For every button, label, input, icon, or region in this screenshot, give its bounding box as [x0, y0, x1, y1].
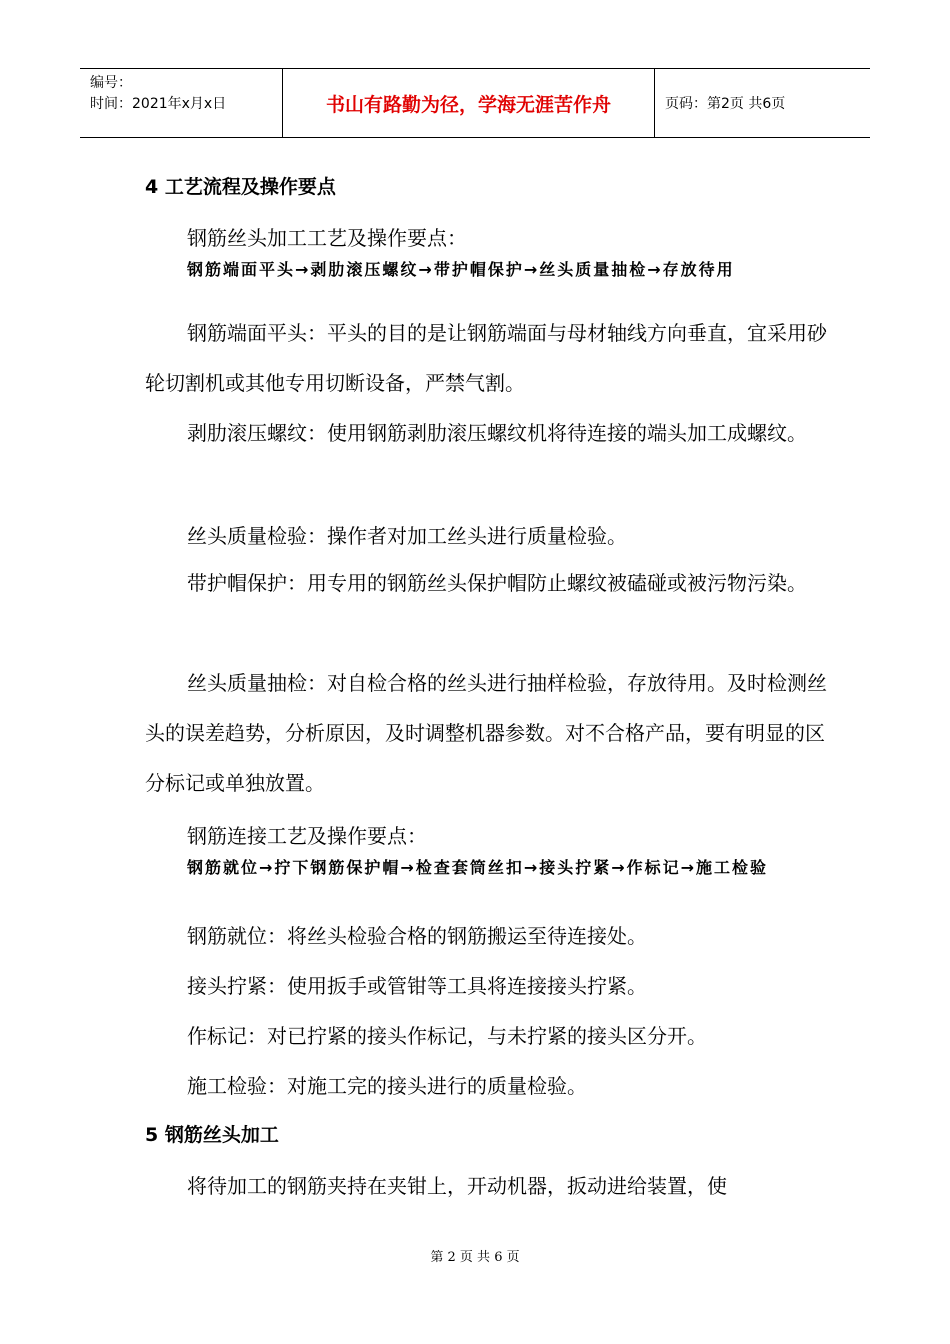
intro-thread-processing: 钢筋丝头加工工艺及操作要点： [187, 226, 467, 250]
page-header [80, 68, 870, 138]
paragraph-thread-inspection: 丝头质量检验：操作者对加工丝头进行质量检验。 [187, 524, 627, 548]
header-meta [80, 69, 283, 137]
paragraph-thread-processing-steps: 将待加工的钢筋夹持在夹钳上，开动机器，扳动进给装置，使 [187, 1174, 727, 1198]
document-date: 时间：2021年x月x日 [90, 96, 227, 112]
paragraph-cap-protection: 带护帽保护：用专用的钢筋丝头保护帽防止螺纹被磕碰或被污物污染。 [187, 571, 807, 595]
section-4-heading: 4 工艺流程及操作要点 [145, 176, 336, 198]
paragraph-construction-inspection: 施工检验：对施工完的接头进行的质量检验。 [187, 1074, 587, 1098]
section-5-heading: 5 钢筋丝头加工 [145, 1124, 279, 1146]
document-number: 编号： [90, 75, 132, 91]
header-motto: 书山有路勤为径，学海无涯苦作舟 [283, 69, 655, 137]
paragraph-rib-rolling: 剥肋滚压螺纹：使用钢筋剥肋滚压螺纹机将待连接的端头加工成螺纹。 [187, 421, 807, 445]
paragraph-joint-tightening: 接头拧紧：使用扳手或管钳等工具将连接接头拧紧。 [187, 974, 647, 998]
header-page-info: 页码：第2页 共6页 [665, 96, 786, 112]
paragraph-marking: 作标记：对已拧紧的接头作标记，与未拧紧的接头区分开。 [187, 1024, 707, 1048]
paragraph-rebar-positioning: 钢筋就位：将丝头检验合格的钢筋搬运至待连接处。 [187, 924, 647, 948]
paragraph-end-flattening: 钢筋端面平头：平头的目的是让钢筋端面与母材轴线方向垂直，宜采用砂轮切割机或其他专用切断设备，严禁气割。 [145, 321, 827, 395]
flow-thread-processing: 钢筋端面平头→剥肋滚压螺纹→带护帽保护→丝头质量抽检→存放待用 [187, 260, 735, 279]
paragraph-sampling-inspection: 丝头质量抽检：对自检合格的丝头进行抽样检验，存放待用。及时检测丝头的误差趋势，分析原因，及时调整机器参数。对不合格产品，要有明显的区分标记或单独放置。 [145, 671, 827, 795]
flow-rebar-connection: 钢筋就位→拧下钢筋保护帽→检查套筒丝扣→接头拧紧→作标记→施工检验 [187, 858, 769, 877]
page-footer: 第 2 页 共 6 页 [430, 1250, 520, 1265]
intro-rebar-connection: 钢筋连接工艺及操作要点： [187, 824, 427, 848]
